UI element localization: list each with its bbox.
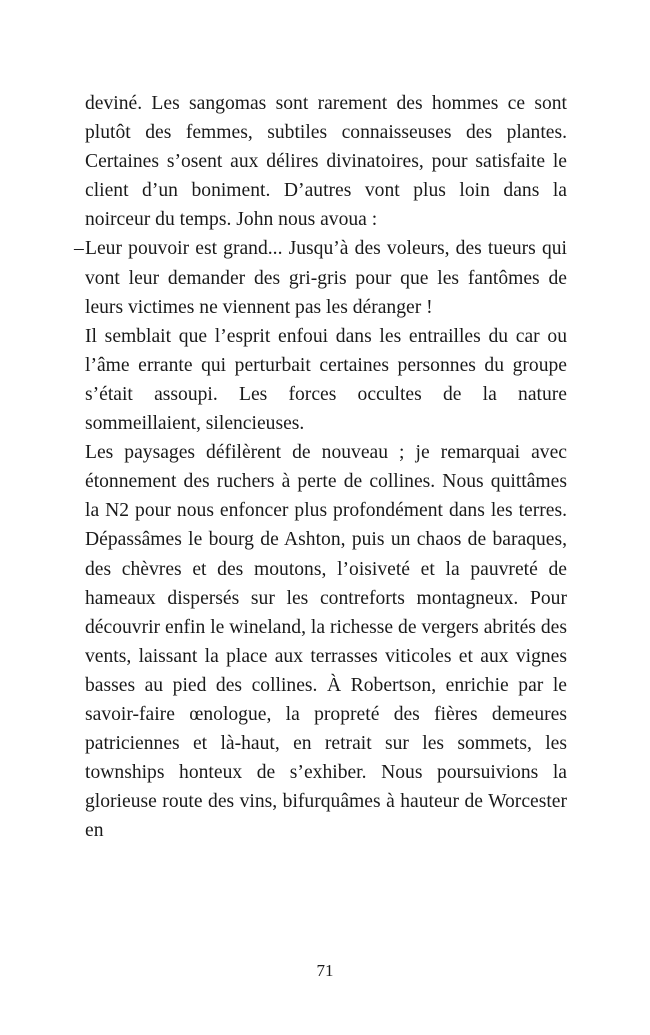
body-text [74, 89, 567, 845]
dialogue-dash: – [74, 238, 84, 260]
paragraph-paysages: Les paysages défilèrent de nouveau ; je remarquai avec étonnement des ruchers à perte de collines. Nous quittâmes la N2 pour nous enfoncer plus profondément dans les terres. Dépassâmes le bourg de Ashton, puis un chaos de baraques, des chèvres et des moutons, l’oisiveté et la pauvreté de hameaux dispersés sur les contreforts montagneux. Pour découvrir enfin le wineland, la richesse de vergers abrités des vents, laissant la place aux terrasses viticoles et aux vignes basses au pied des collines. À Robertson, enrichie par le savoir-faire œnologue, la propreté des fières demeures patriciennes et là-haut, en retrait sur les sommets, les townships honteux de s’exhiber. Nous poursuivions la glorieuse route des vins, bifurquâmes à hauteur de Worcester en [85, 442, 567, 842]
dialogue-text: Leur pouvoir est grand... Jusqu’à des voleurs, des tueurs qui vont leur demander des gri-gris pour que les fantômes de leurs victimes ne viennent pas les déranger ! [85, 238, 567, 318]
paragraph-esprit: Il semblait que l’esprit enfoui dans les entrailles du car ou l’âme errante qui perturbait certaines personnes du groupe s’était assoupi. Les forces occultes de la nature sommeillaient, silencieuses. [85, 325, 567, 435]
dialogue-john [74, 234, 567, 321]
paragraph-sangomas: deviné. Les sangomas sont rarement des hommes ce sont plutôt des femmes, subtiles connaisseuses des plantes. Certaines s’osent aux délires divinatoires, pour satisfaite le client d’un boniment. D’autres vont plus loin dans la noirceur du temps. John nous avoua : [85, 93, 567, 231]
page-number: 71 [316, 961, 334, 980]
